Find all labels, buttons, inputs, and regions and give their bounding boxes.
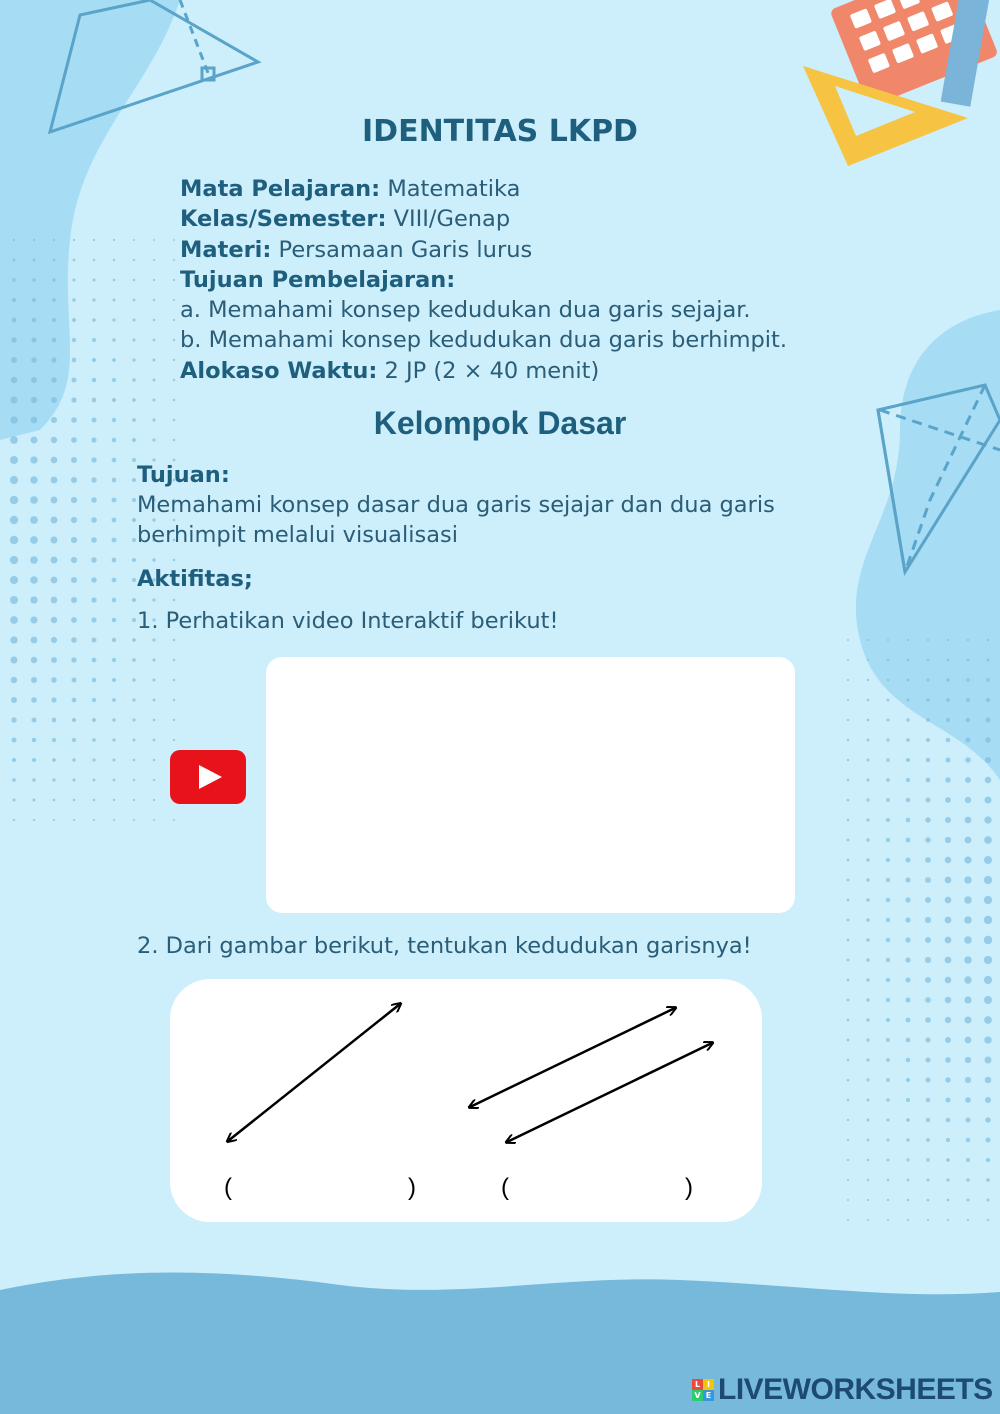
material-value: Persamaan Garis lurus xyxy=(271,236,533,263)
class-line xyxy=(180,204,787,234)
objectives-label: Tujuan Pembelajaran: xyxy=(180,266,456,293)
coincident-line xyxy=(228,1004,400,1141)
material-label: Materi: xyxy=(180,236,272,263)
time-value: 2 JP (2 × 40 menit) xyxy=(377,357,600,384)
time-label: Alokaso Waktu: xyxy=(180,357,378,384)
step-1-instruction: 1. Perhatikan video Interaktif berikut! xyxy=(137,608,559,634)
liveworksheets-logo-icon xyxy=(692,1379,714,1401)
logo-letter-l: L xyxy=(692,1379,703,1390)
subject-line xyxy=(180,174,787,204)
class-label: Kelas/Semester: xyxy=(180,206,387,233)
objective-b: b. Memahami konsep kedudukan dua garis berhimpit. xyxy=(180,327,788,354)
logo-letter-e: E xyxy=(703,1390,714,1401)
objectives-line xyxy=(180,265,787,295)
activities-label: Aktifitas; xyxy=(137,566,253,592)
right-answer-open: ( xyxy=(501,1174,509,1201)
class-value: VIII/Genap xyxy=(386,206,511,233)
logo-letter-v: V xyxy=(692,1390,703,1401)
group-title: Kelompok Dasar xyxy=(373,405,627,441)
identity-block xyxy=(180,174,787,386)
logo-text: LIVEWORKSHEETS xyxy=(718,1373,993,1406)
time-line xyxy=(180,356,787,386)
liveworksheets-logo[interactable] xyxy=(692,1373,993,1407)
youtube-play-icon[interactable] xyxy=(170,750,246,804)
activities-label-wrap xyxy=(137,564,253,594)
lines-figure-box xyxy=(170,979,762,1222)
parallel-line-lower xyxy=(507,1043,712,1142)
left-answer-open: ( xyxy=(224,1174,232,1201)
step-2-instruction: 2. Dari gambar berikut, tentukan kedudukan garisnya! xyxy=(137,933,752,959)
video-player-area[interactable] xyxy=(266,657,795,913)
logo-letter-i: I xyxy=(703,1379,714,1390)
lines-figure xyxy=(170,979,762,1222)
page-title: IDENTITAS LKPD xyxy=(362,114,638,149)
goal-label: Tujuan: xyxy=(137,462,230,488)
goal-section xyxy=(137,460,857,550)
subject-value: Matematika xyxy=(380,176,521,202)
left-answer-close: ) xyxy=(408,1174,416,1201)
right-answer-close: ) xyxy=(685,1174,693,1201)
subject-label: Mata Pelajaran: xyxy=(180,176,381,202)
goal-text: Memahami konsep dasar dua garis sejajar dan dua garis berhimpit melalui visualisasi xyxy=(137,492,775,548)
material-line xyxy=(180,235,787,265)
objective-a: a. Memahami konsep kedudukan dua garis sejajar. xyxy=(180,297,751,324)
parallel-line-upper xyxy=(470,1008,675,1107)
